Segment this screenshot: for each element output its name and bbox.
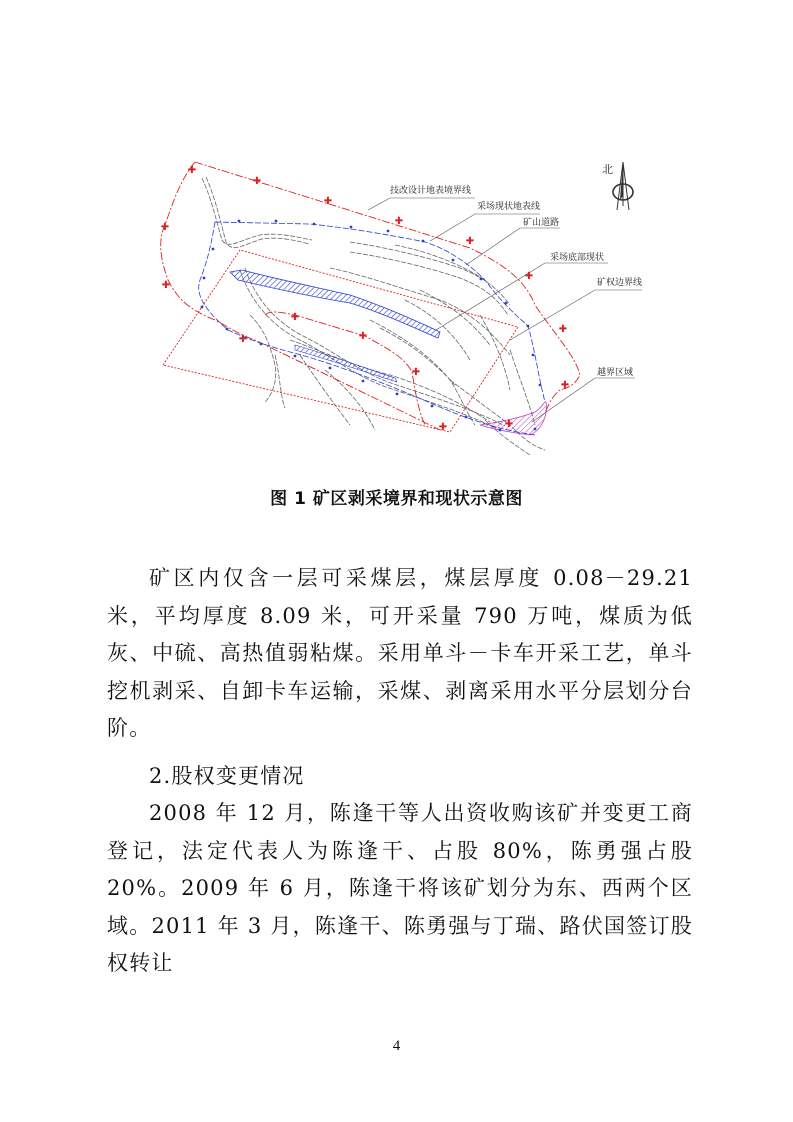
mining-right-boundary <box>163 250 518 432</box>
legend-current-surface: 采场现状地表线 <box>477 202 541 212</box>
section-heading-equity-change: 2.股权变更情况 <box>149 764 305 788</box>
svg-text:✚: ✚ <box>558 324 568 335</box>
svg-text:✚: ✚ <box>238 334 248 345</box>
paragraph-equity-change: 2008 年 12 月，陈逢干等人出资收购该矿并变更工商登记，法定代表人为陈逢干、占股 80%，陈勇强占股 20%。2009 年 6 月，陈逢干将该矿划分为东、西两个区域。2011 年 3 月，陈逢干、陈勇强与丁瑞、路伏国签订股权转让 <box>107 801 693 975</box>
current-surface-line <box>199 222 545 435</box>
legend-design-boundary: 技改设计地表境界线 <box>390 186 472 196</box>
page-number: 4 <box>392 1038 401 1054</box>
mine-boundary-diagram <box>150 140 650 480</box>
mine-road-lines <box>202 177 545 455</box>
paragraph-coal-seam: 矿区内仅含一层可采煤层，煤层厚度 0.08－29.21 米，平均厚度 8.09 米，可开采量 790 万吨，煤质为低灰、中硫、高热值弱粘煤。采用单斗－卡车开采工艺，单斗挖机剥采、自卸卡车运输，采煤、剥离采用水平分层划分台阶。 <box>107 566 693 740</box>
svg-text:✚: ✚ <box>524 271 534 282</box>
legend-overstep-area: 越界区域 <box>597 368 634 378</box>
svg-text:✚: ✚ <box>358 331 368 342</box>
legend-pit-bottom: 采场底部现状 <box>550 253 605 263</box>
svg-text:✚: ✚ <box>290 312 300 323</box>
svg-text:✚: ✚ <box>252 176 262 187</box>
legend-mining-right: 矿权边界线 <box>597 278 643 288</box>
north-label: 北 <box>602 163 613 176</box>
svg-text:✚: ✚ <box>187 165 197 176</box>
svg-text:✚: ✚ <box>161 280 171 291</box>
svg-text:✚: ✚ <box>323 196 333 207</box>
pit-bottom-area-lower <box>295 345 397 382</box>
pit-bottom-area <box>230 270 440 338</box>
svg-text:✚: ✚ <box>465 236 475 247</box>
svg-text:✚: ✚ <box>504 419 514 430</box>
svg-text:✚: ✚ <box>160 222 170 233</box>
north-arrow-icon <box>602 162 633 210</box>
svg-text:✚: ✚ <box>411 367 421 378</box>
legend-mine-road: 矿山道路 <box>523 218 560 228</box>
svg-text:✚: ✚ <box>394 216 404 227</box>
current-surface-markers <box>201 220 542 432</box>
svg-text:✚: ✚ <box>438 422 448 433</box>
figure-caption: 图 1 矿区剥采境界和现状示意图 <box>270 489 523 509</box>
svg-text:✚: ✚ <box>560 380 570 391</box>
